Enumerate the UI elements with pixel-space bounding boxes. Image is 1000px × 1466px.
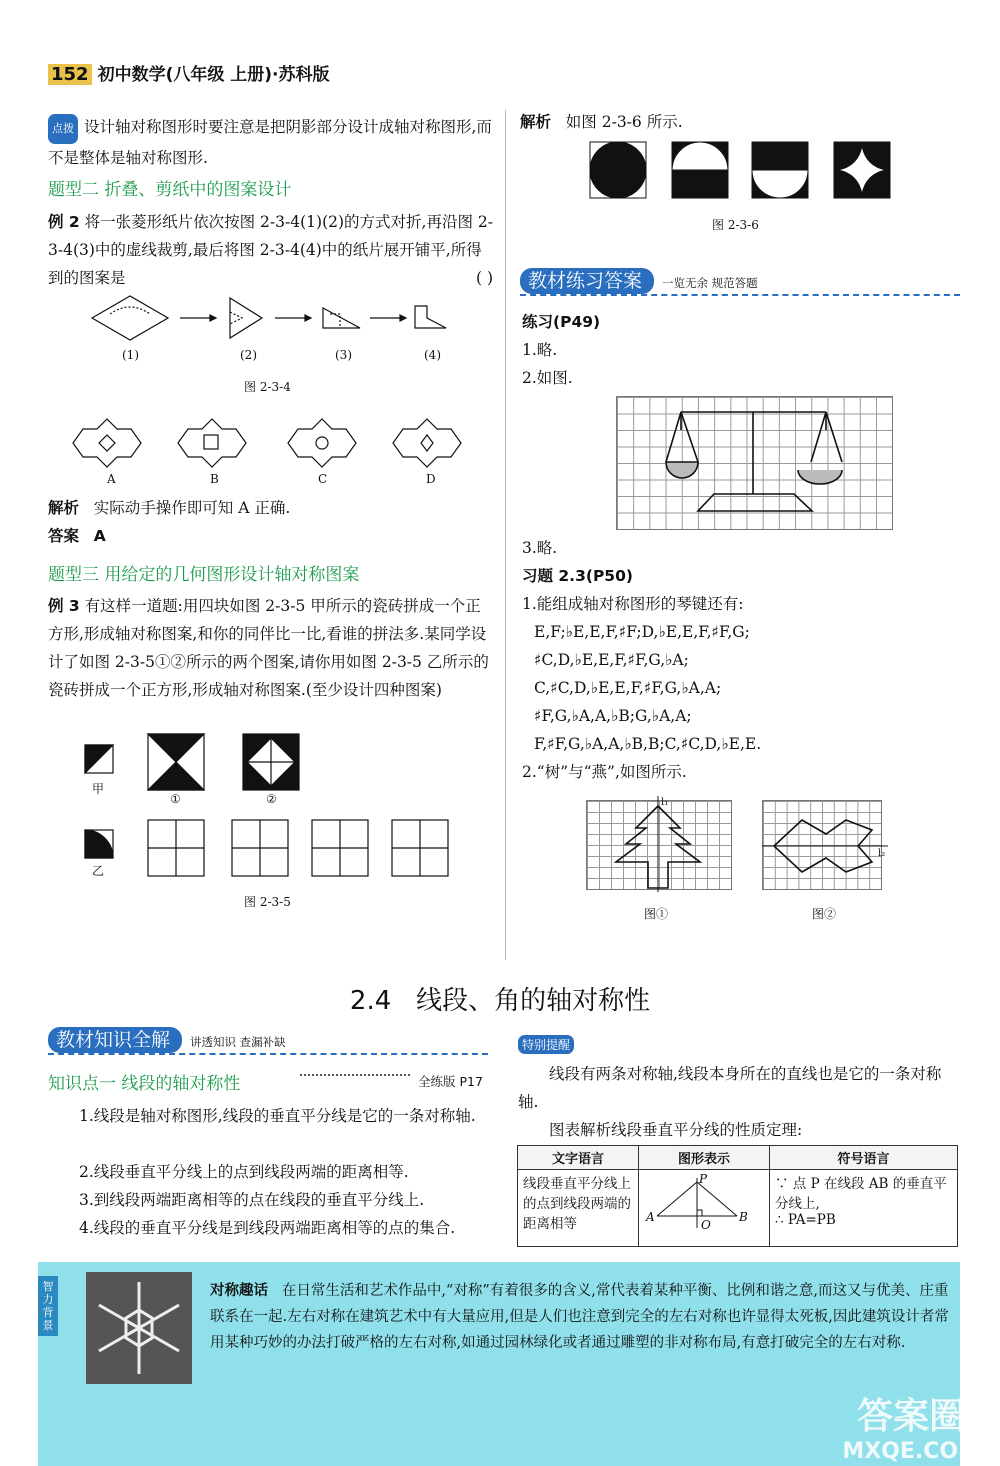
ex2-text: 将一张菱形纸片依次按图 2-3-4(1)(2)的方式对折,再沿图 2-3-4(3)中的虚线裁剪,最后将图 2-3-4(4)中的纸片展开铺平,所得到的图案是 bbox=[48, 213, 493, 287]
kp-title: 知识点一 线段的轴对称性 bbox=[48, 1074, 241, 1094]
watermark bbox=[842, 1388, 980, 1464]
column-divider bbox=[505, 110, 506, 960]
fig234-caption: 图 2-3-4 bbox=[244, 380, 291, 394]
fig234-label-1: (1) bbox=[122, 348, 139, 362]
tip-body: 在日常生活和艺术作品中,“对称”有着很多的含义,常代表着某种平衡、比例和谐之意,而这又与优美、庄重联系在一起.左右对称在建筑艺术中有大量应用,但是人们也注意到完全的左右对称也许显得太死板,因此建筑设计者常用某种巧妙的办法打破严格的左右对称,如通过园林绿化或者通过雕塑的非对称布局,有意打破完全的左右对称. bbox=[210, 1283, 949, 1351]
pt-b: B bbox=[739, 1210, 748, 1224]
fig-2-3-5 bbox=[80, 730, 480, 890]
type2-heading: 题型二 折叠、剪纸中的图案设计 bbox=[48, 180, 292, 200]
question-1: 1.能组成轴对称图形的琴键还有: bbox=[522, 595, 744, 613]
tip-title: 对称趣话 bbox=[210, 1283, 268, 1299]
tip-badge: 点拨 bbox=[48, 114, 78, 144]
kp-ref: 全练版 P17 bbox=[418, 1074, 483, 1089]
example2 bbox=[48, 208, 493, 292]
fig235-caption: 图 2-3-5 bbox=[244, 895, 291, 909]
ex3-text: 有这样一道题:用四块如图 2-3-5 甲所示的瓷砖拼成一个正方形,形成轴对称图案,和你的同伴比一比,看谁的拼法多.某同学设计了如图 2-3-5①②所示的两个图案,请你用如图 2-3-5 乙所示的瓷砖拼成一个正方形,形成轴对称图案.(至少设计四种图案) bbox=[48, 597, 489, 699]
symbol-line-2: ∴ PA=PB bbox=[775, 1212, 836, 1228]
reminder-p2: 图表解析线段垂直平分线的性质定理: bbox=[549, 1121, 803, 1139]
choice-c: C bbox=[318, 472, 328, 486]
keys-line-5: F,♯F,G,♭A,A,♭B,B;C,♯C,D,♭E,E. bbox=[534, 735, 762, 753]
type3-heading: 题型三 用给定的几何图形设计轴对称图案 bbox=[48, 565, 360, 585]
answer-label: 答案 bbox=[48, 527, 80, 545]
tip-paragraph-bottom bbox=[210, 1278, 950, 1356]
analysis-text: 实际动手操作即可知 A 正确. bbox=[93, 499, 291, 517]
pt-o: O bbox=[701, 1218, 711, 1232]
exercise-answers-banner bbox=[520, 268, 960, 296]
kp-item-4: 4.线段的垂直平分线是到线段两端距离相等的点的集合. bbox=[79, 1219, 456, 1237]
fig236-caption: 图 2-3-6 bbox=[712, 218, 759, 232]
fig234-label-3: (3) bbox=[335, 348, 352, 362]
keys-line-2: ♯C,D,♭E,E,F,♯F,G,♭A; bbox=[534, 651, 689, 669]
label-2: ② bbox=[266, 792, 277, 806]
exercise-p50: 习题 2.3(P50) bbox=[522, 567, 633, 585]
label-jia: 甲 bbox=[92, 782, 105, 796]
choice-d: D bbox=[426, 472, 436, 486]
dot-leader bbox=[300, 1074, 410, 1076]
swallow-figure bbox=[762, 800, 892, 892]
axis-l2: l₂ bbox=[878, 848, 886, 859]
reminder-badge-wrap bbox=[518, 1034, 580, 1054]
answer-2: 2.如图. bbox=[522, 369, 573, 387]
pt-a: A bbox=[646, 1210, 655, 1224]
tip-paragraph bbox=[48, 113, 493, 172]
analysis-right bbox=[520, 108, 683, 136]
ex2-paren: ( ) bbox=[475, 269, 493, 287]
answer-3: 3.略. bbox=[522, 539, 558, 557]
tip-text: 设计轴对称图形时要注意是把阴影部分设计成轴对称图形,而不是整体是轴对称图形. bbox=[48, 118, 492, 167]
section-name: 线段、角的轴对称性 bbox=[416, 986, 651, 1016]
kp-item-2: 2.线段垂直平分线上的点到线段两端的距离相等. bbox=[79, 1163, 409, 1181]
axis-l1: l₁ bbox=[661, 797, 669, 808]
ex3-label: 例 3 bbox=[48, 597, 80, 615]
td-text: 线段垂直平分线上的点到线段两端的距离相等 bbox=[518, 1170, 639, 1247]
th-figure: 图形表示 bbox=[639, 1146, 770, 1170]
fig-2-3-4 bbox=[80, 290, 480, 370]
reminder-badge: 特别提醒 bbox=[518, 1035, 574, 1054]
knowledge-banner-subtitle: 讲透知识 查漏补缺 bbox=[190, 1035, 286, 1049]
answer-1: 1.略. bbox=[522, 341, 558, 359]
banner-title: 教材练习答案 bbox=[520, 268, 654, 294]
example3 bbox=[48, 592, 493, 704]
label-1: ① bbox=[170, 792, 181, 806]
symbol-line-1: ∵ 点 P 在线段 AB 的垂直平分线上, bbox=[775, 1176, 947, 1212]
choice-b: B bbox=[210, 472, 219, 486]
side-label: 智力背景 bbox=[38, 1276, 58, 1336]
balance-figure bbox=[616, 396, 892, 530]
choice-a: A bbox=[107, 472, 116, 486]
page-number: 152 bbox=[48, 64, 92, 85]
exercise-p49: 练习(P49) bbox=[522, 313, 601, 331]
knowledge-banner bbox=[48, 1027, 488, 1055]
fig-tree-label: 图① bbox=[644, 907, 669, 921]
choice-figures bbox=[65, 415, 475, 471]
keys-line-4: ♯F,G,♭A,A,♭B;G,♭A,A; bbox=[534, 707, 692, 725]
knowledge-banner-title: 教材知识全解 bbox=[48, 1027, 182, 1053]
page-header bbox=[48, 60, 330, 85]
section-number: 2.4 bbox=[349, 986, 392, 1016]
reminder-p1: 线段有两条对称轴,线段本身所在的直线也是它的一条对称轴. bbox=[518, 1065, 942, 1111]
answer-text: A bbox=[93, 527, 106, 545]
th-text: 文字语言 bbox=[518, 1146, 639, 1170]
td-figure bbox=[639, 1170, 770, 1247]
snowflake-image bbox=[86, 1272, 192, 1384]
banner-subtitle: 一览无余 规范答题 bbox=[662, 276, 758, 290]
analysis-right-label: 解析 bbox=[520, 113, 552, 131]
fig-swallow-label: 图② bbox=[812, 907, 837, 921]
kp-item-3: 3.到线段两端距离相等的点在线段的垂直平分线上. bbox=[79, 1191, 425, 1209]
analysis-left bbox=[48, 494, 290, 522]
section-title bbox=[0, 980, 1000, 1017]
label-yi: 乙 bbox=[92, 864, 105, 878]
analysis-right-text: 如图 2-3-6 所示. bbox=[565, 113, 683, 131]
analysis-label: 解析 bbox=[48, 499, 80, 517]
answer-line bbox=[48, 522, 106, 550]
book-title: 初中数学(八年级 上册)·苏科版 bbox=[97, 65, 330, 85]
watermark-line2: MXQE.COM bbox=[842, 1439, 980, 1464]
fig-2-3-6 bbox=[588, 140, 898, 204]
th-symbol: 符号语言 bbox=[770, 1146, 958, 1170]
keys-line-1: E,F;♭E,E,F,♯F;D,♭E,E,F,♯F,G; bbox=[534, 623, 750, 641]
watermark-line1: 答案圈 bbox=[857, 1396, 966, 1437]
fig234-label-2: (2) bbox=[240, 348, 257, 362]
td-symbol bbox=[770, 1170, 958, 1247]
kp-item-1: 1.线段是轴对称图形,线段的垂直平分线是它的一条对称轴. bbox=[79, 1107, 476, 1125]
ex2-label: 例 2 bbox=[48, 213, 80, 231]
keys-line-3: C,♯C,D,♭E,E,F,♯F,G,♭A,A; bbox=[534, 679, 722, 697]
property-table bbox=[517, 1145, 958, 1247]
question-2: 2.“树”与“燕”,如图所示. bbox=[522, 763, 687, 781]
fig234-label-4: (4) bbox=[424, 348, 441, 362]
pt-p: P bbox=[699, 1172, 708, 1186]
